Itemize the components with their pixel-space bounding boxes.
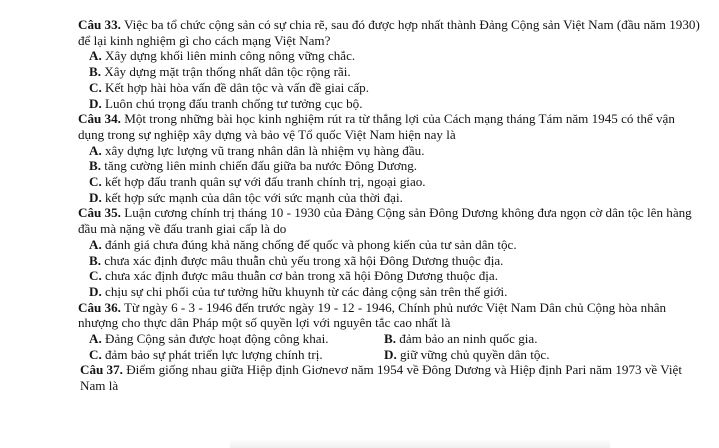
option-letter: A. <box>89 142 102 158</box>
option-letter: B. <box>89 252 102 268</box>
option-letter: B. <box>89 64 102 80</box>
question-text: Một trong những bài học kinh nghiệm rút ra từ thắng lợi của Cách mạng tháng Tám năm 1945 có thể vận dụng trong sự nghiệp xây dựng và bảo vệ Tổ quốc Việt Nam hiện nay là <box>78 111 675 142</box>
option-text: đảm bảo sự phát triển lực lượng chính trị. <box>101 346 323 362</box>
option-letter: B. <box>89 158 102 174</box>
question-37 <box>78 362 701 393</box>
option-letter: C. <box>89 346 102 362</box>
question-35 <box>78 205 701 236</box>
option-text: giữ vững chủ quyền dân tộc. <box>396 346 550 362</box>
option-text: đảm bảo an ninh quốc gia. <box>396 331 538 347</box>
option-c <box>78 174 701 190</box>
option-letter: A. <box>89 48 102 64</box>
question-text: Việc ba tổ chức cộng sản có sự chia rẽ, sau đó được hợp nhất thành Đảng Cộng sản Việt Nam (đầu năm 1930) để lại kinh nghiệm gì cho cách mạng Việt Nam? <box>78 17 700 48</box>
option-c <box>78 80 701 96</box>
question-34 <box>78 111 701 142</box>
option-text: chịu sự chi phối của tư tưởng hữu khuynh từ các đảng cộng sản trên thế giới. <box>101 283 508 299</box>
question-number: Câu 33. <box>78 17 121 32</box>
option-letter: D. <box>89 283 102 299</box>
option-letter: D. <box>89 189 102 205</box>
option-letter: B. <box>384 331 397 347</box>
option-text: kết hợp sức mạnh của dân tộc với sức mạnh của thời đại. <box>101 189 403 205</box>
option-text: Xây dựng khối liên minh công nông vững chắc. <box>101 48 356 64</box>
option-letter: D. <box>384 346 397 362</box>
question-number: Câu 37. <box>80 362 123 378</box>
option-a <box>78 237 701 253</box>
option-letter: C. <box>89 79 102 95</box>
option-d <box>78 190 701 206</box>
option-text: tăng cường liên minh chiến đấu giữa ba nước Đông Dương. <box>101 158 418 174</box>
option-row-ab <box>78 331 701 347</box>
option-text: Đảng Cộng sản được hoạt động công khai. <box>101 331 329 347</box>
option-letter: A. <box>89 236 102 252</box>
question-text: Điểm giống nhau giữa Hiệp định Giơnevơ năm 1954 về Đông Dương và Hiệp định Pari năm 1973 về Việt Nam là <box>80 362 682 394</box>
option-letter: A. <box>89 331 102 347</box>
option-b <box>78 253 701 269</box>
option-text: Luôn chú trọng đấu tranh chống tư tưởng cục bộ. <box>101 95 363 111</box>
option-a <box>78 48 701 64</box>
question-number: Câu 35. <box>78 205 121 221</box>
question-33 <box>78 17 701 48</box>
option-b <box>78 158 701 174</box>
question-36 <box>78 300 701 331</box>
option-row-cd <box>78 347 701 363</box>
question-text: Từ ngày 6 - 3 - 1946 đến trước ngày 19 - 12 - 1946, Chính phủ nước Việt Nam Dân chủ Cộng hòa nhân nhượng cho thực dân Pháp một số quyền lợi với nguyên tắc cao nhất là <box>78 299 667 331</box>
option-letter: D. <box>89 95 102 111</box>
option-a <box>89 331 384 347</box>
question-number: Câu 34. <box>78 111 121 127</box>
option-d <box>78 96 701 112</box>
option-text: chưa xác định được mâu thuẫn cơ bản trong xã hội Đông Dương thuộc địa. <box>101 268 498 284</box>
option-d <box>78 284 701 300</box>
option-letter: C. <box>89 268 102 284</box>
option-text: Kết hợp hài hòa vấn đề dân tộc và vấn đề giai cấp. <box>101 79 369 95</box>
scan-shadow <box>230 439 610 448</box>
option-text: kết hợp đấu tranh quân sự với đấu tranh chính trị, ngoại giao. <box>101 174 426 190</box>
option-c <box>89 347 384 363</box>
question-number: Câu 36. <box>78 299 121 315</box>
option-d <box>384 347 549 363</box>
option-c <box>78 268 701 284</box>
question-text: Luận cương chính trị tháng 10 - 1930 của Đảng Cộng sản Đông Dương không đưa ngọn cờ dân tộc lên hàng đầu mà nặng về đấu tranh giai cấp là do <box>78 205 692 237</box>
option-a <box>78 143 701 159</box>
option-text: Xây dựng mặt trận thống nhất dân tộc rộng rãi. <box>101 64 351 80</box>
option-text: chưa xác định được mâu thuẫn chủ yếu trong xã hội Đông Dương thuộc địa. <box>101 252 504 268</box>
option-b <box>384 331 537 347</box>
option-text: đánh giá chưa đúng khả năng chống đế quốc và phong kiến của tư sản dân tộc. <box>101 236 517 252</box>
option-text: xây dựng lực lượng vũ trang nhân dân là nhiệm vụ hàng đầu. <box>101 142 425 158</box>
option-b <box>78 64 701 80</box>
option-letter: C. <box>89 174 102 190</box>
